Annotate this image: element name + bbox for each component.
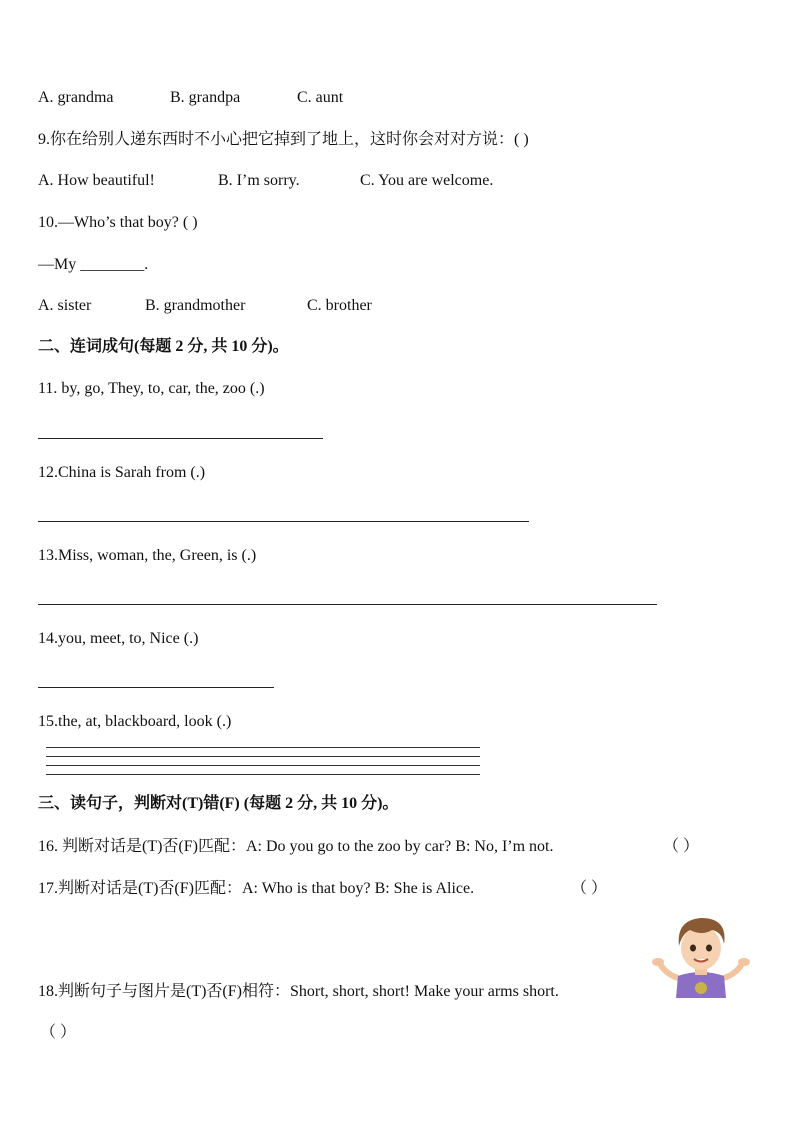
q13-stem: 13.Miss, woman, the, Green, is (.)	[38, 547, 257, 564]
q9-stem: 9.你在给别人递东西时不小心把它掉到了地上，这时你会对对方说：( )	[38, 131, 529, 148]
four-line-3	[46, 765, 480, 766]
q14-answer-line[interactable]	[38, 687, 274, 688]
four-line-1	[46, 747, 480, 748]
q16-answer-bracket[interactable]: （ ）	[663, 838, 700, 855]
q17-answer-bracket[interactable]: （ ）	[571, 880, 608, 897]
q16-stem: 16. 判断对话是(T)否(F)匹配：A: Do you go to the zoo by car? B: No, I’m not.	[38, 838, 554, 855]
q15-stem: 15.the, at, blackboard, look (.)	[38, 713, 232, 730]
four-line-2	[46, 756, 480, 757]
cartoon-boy-shrugging-image	[652, 912, 750, 998]
q8-option-c: C. aunt	[297, 89, 344, 106]
section3-title: 三、读句子，判断对(T)错(F) (每题 2 分, 共 10 分)。	[38, 795, 399, 812]
q9-option-a: A. How beautiful!	[38, 172, 155, 189]
q10-answer-line: —My ________.	[38, 256, 149, 273]
q11-stem: 11. by, go, They, to, car, the, zoo (.)	[38, 380, 265, 397]
q9-option-c: C. You are welcome.	[360, 172, 494, 189]
q10-option-b: B. grandmother	[145, 297, 246, 314]
q10-options	[38, 296, 372, 316]
q17-stem: 17.判断对话是(T)否(F)匹配：A: Who is that boy? B: She is Alice.	[38, 880, 475, 897]
q12-answer-line[interactable]	[38, 521, 529, 522]
q18-answer-bracket[interactable]: （ ）	[40, 1024, 77, 1041]
q13-answer-line[interactable]	[38, 604, 657, 605]
q10-option-c: C. brother	[307, 297, 372, 314]
q14-stem: 14.you, meet, to, Nice (.)	[38, 630, 199, 647]
q8-options	[38, 88, 343, 108]
section2-title: 二、连词成句(每题 2 分, 共 10 分)。	[38, 338, 289, 355]
q10-stem: 10.—Who’s that boy? ( )	[38, 214, 198, 231]
q9-option-b: B. I’m sorry.	[218, 172, 300, 189]
q18-stem: 18.判断句子与图片是(T)否(F)相符：Short, short, short! Make your arms short.	[38, 983, 559, 1000]
q10-option-a: A. sister	[38, 297, 92, 314]
q12-stem: 12.China is Sarah from (.)	[38, 464, 206, 481]
four-line-4	[46, 774, 480, 775]
q9-options	[38, 171, 493, 191]
q8-option-b: B. grandpa	[170, 89, 241, 106]
q11-answer-line[interactable]	[38, 438, 323, 439]
q8-option-a: A. grandma	[38, 89, 114, 106]
